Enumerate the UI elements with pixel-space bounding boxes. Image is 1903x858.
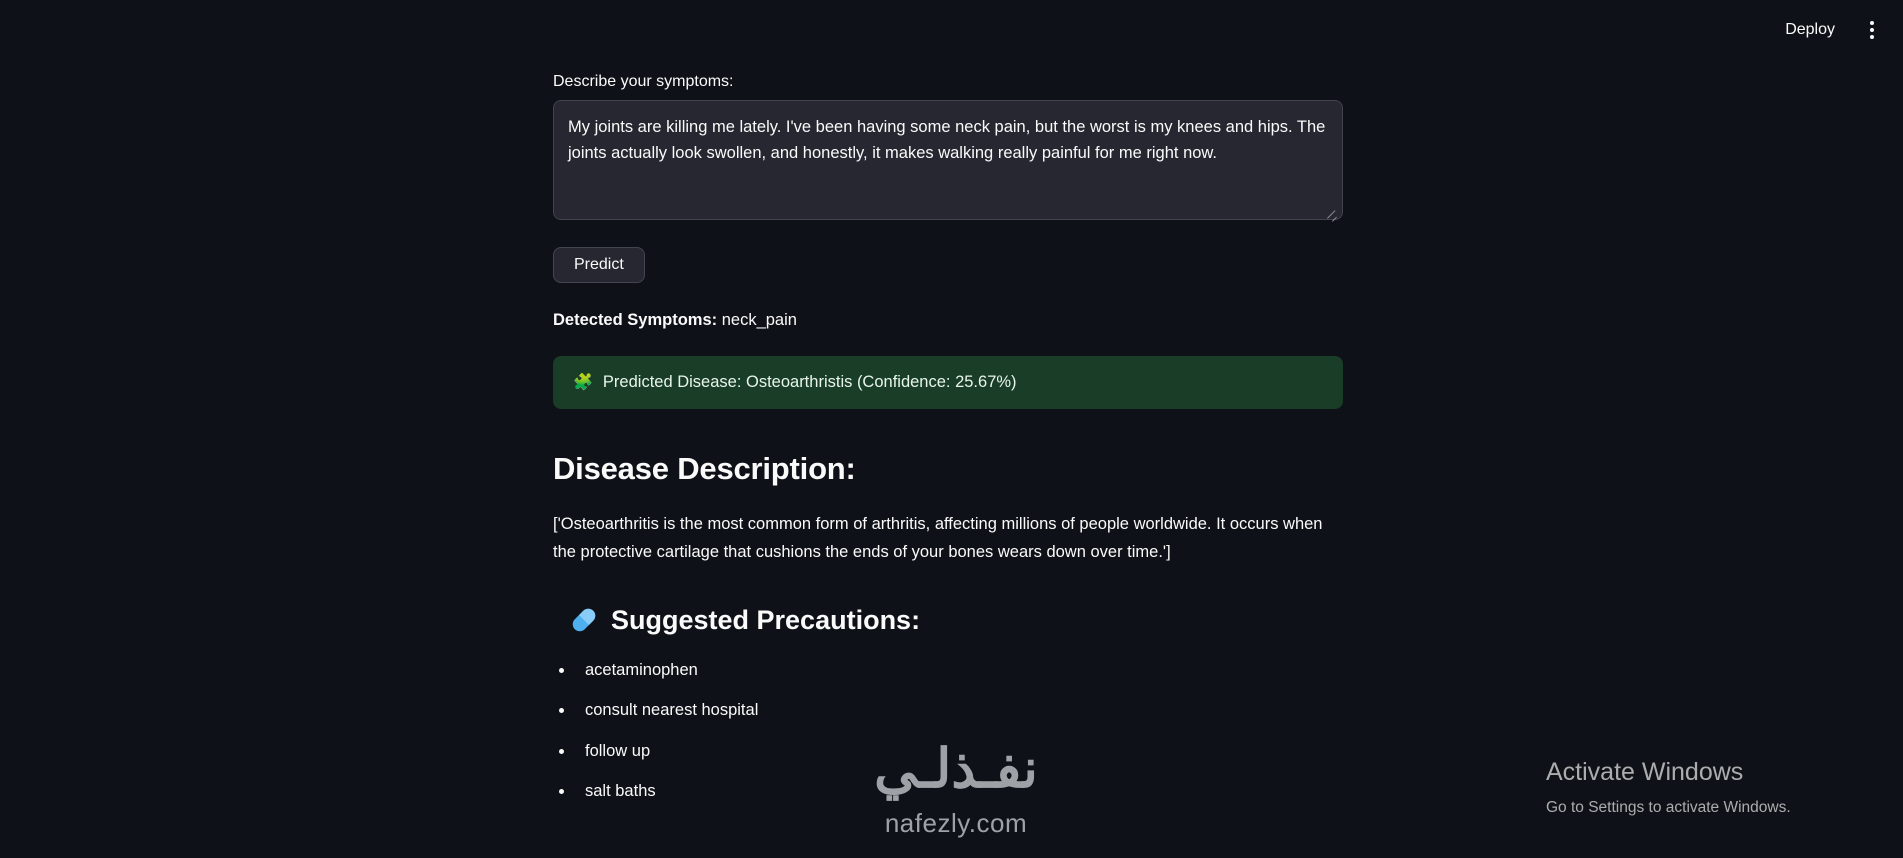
prediction-result-banner	[553, 356, 1343, 409]
deploy-button[interactable]: Deploy	[1779, 17, 1841, 43]
symptoms-input-wrap	[553, 100, 1343, 225]
kebab-dot-2	[1870, 28, 1874, 32]
suggested-precautions-label: Suggested Precautions:	[611, 604, 921, 635]
prediction-result-text: Predicted Disease: Osteoarthristis (Confidence: 25.67%)	[602, 373, 1017, 392]
list-item: • follow up	[575, 741, 1343, 762]
watermark-arabic: نفـذلـي	[874, 739, 1038, 799]
kebab-dot-1	[1870, 21, 1874, 25]
puzzle-piece-icon: 🧩	[573, 373, 593, 391]
symptoms-input[interactable]	[553, 100, 1343, 220]
detected-symptoms-label: Detected Symptoms:	[553, 311, 718, 330]
kebab-menu-icon[interactable]	[1859, 15, 1885, 45]
precautions-list	[553, 660, 1343, 803]
kebab-dot-3	[1870, 35, 1874, 39]
list-item: • acetaminophen	[575, 660, 1343, 681]
predict-button[interactable]: Predict	[553, 247, 645, 283]
list-item: • salt baths	[575, 781, 1343, 802]
disease-description-text: ['Osteoarthritis is the most common form of arthritis, affecting millions of people worldwide. It occurs when the protective cartilage that cushions the ends of your bones wears down over time.']	[553, 515, 1323, 561]
activate-windows-subtitle: Go to Settings to activate Windows.	[1546, 798, 1791, 816]
detected-symptoms-value: neck_pain	[721, 311, 797, 330]
suggested-precautions-heading	[571, 605, 1343, 636]
watermark-latin: nafezly.com	[884, 808, 1028, 838]
activate-windows-title: Activate Windows	[1546, 758, 1744, 786]
detected-symptoms-row	[553, 309, 1343, 332]
symptoms-label: Describe your symptoms:	[553, 73, 734, 90]
pill-icon	[570, 606, 598, 634]
list-item: • consult nearest hospital	[575, 700, 1343, 721]
main-content	[553, 0, 1343, 821]
disease-description-heading: Disease Description:	[553, 451, 856, 487]
activate-windows-overlay	[1546, 758, 1791, 817]
